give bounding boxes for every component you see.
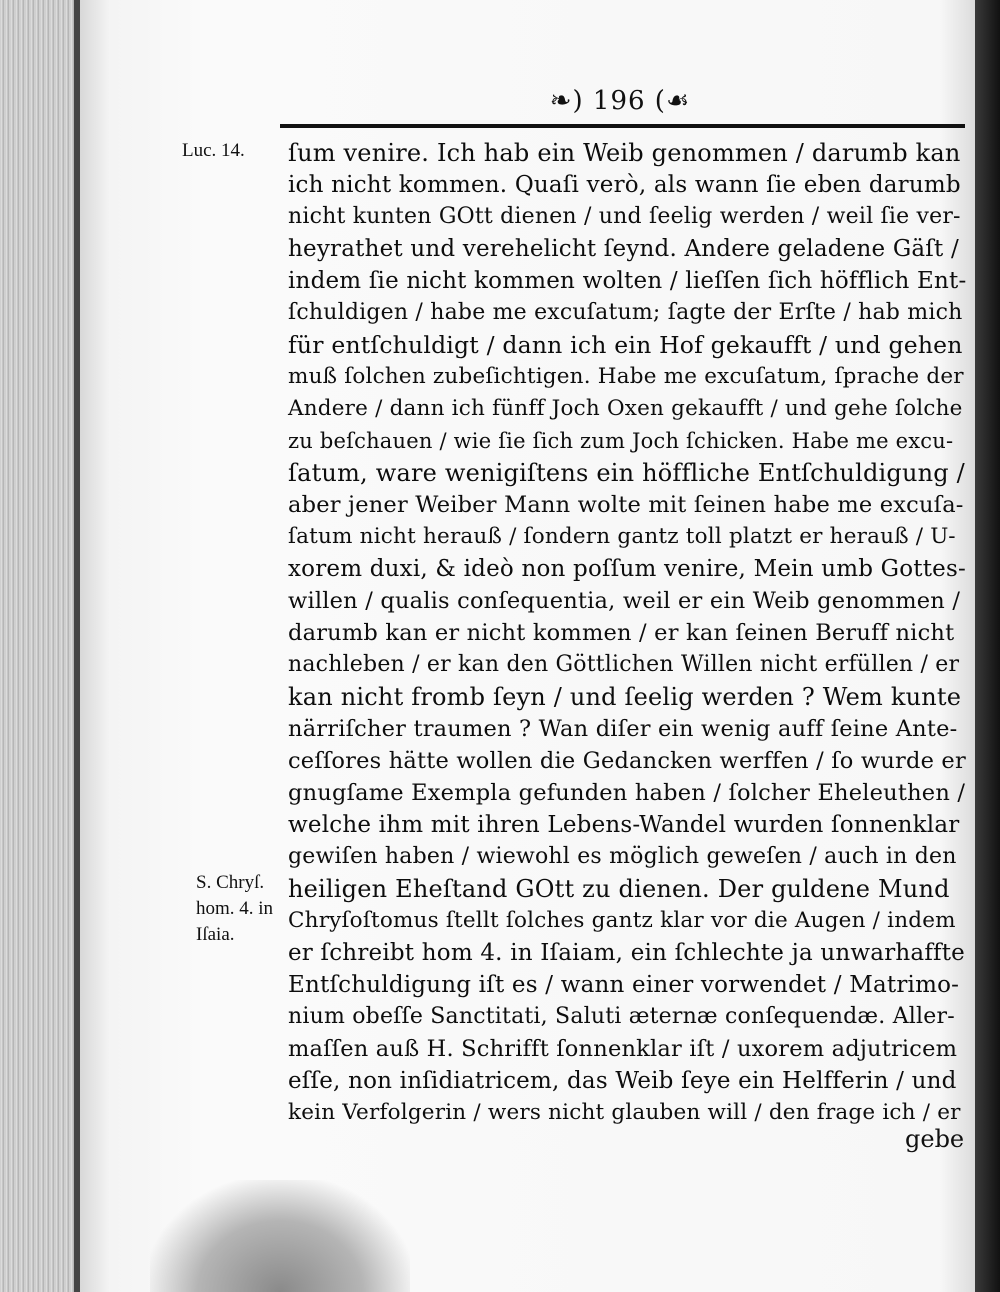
text-line: aber jener Weiber Mann wolte mit ſeinen habe me excuſa- — [288, 492, 964, 518]
margin-note-chrys: S. Chryſ. — [196, 872, 265, 893]
text-line: eſſe, non inſidiatricem, das Weib ſeye ein Helfferin / und — [288, 1068, 957, 1094]
text-line: muß ſolchen zubeſichtigen. Habe me excuſatum, ſprache der — [288, 364, 964, 389]
text-line: gewiſen haben / wiewohl es möglich geweſen / auch in den — [288, 844, 957, 869]
text-line: ſchuldigen / habe me excuſatum; ſagte der Erſte / hab mich — [288, 300, 963, 325]
text-line: kein Verfolgerin / wers nicht glauben will / den frage ich / er — [288, 1100, 961, 1125]
margin-note-luc: Luc. 14. — [182, 140, 245, 161]
text-line: ich nicht kommen. Quaſi verò, als wann ſie eben darumb — [288, 172, 961, 198]
text-line: gnugſame Exempla gefunden haben / ſolcher Eheleuthen / — [288, 780, 966, 806]
text-line: zu beſchauen / wie ſie ſich zum Joch ſchicken. Habe me excu- — [288, 429, 954, 453]
text-line: ſatum, ware wenigiſtens ein höffliche Entſchuldigung / — [288, 459, 965, 487]
text-line: er ſchreibt hom 4. in Iſaiam, ein ſchlechte ja unwarhaffte — [288, 940, 965, 966]
text-line: nicht kunten GOtt dienen / und ſeelig werden / weil ſie ver- — [288, 204, 961, 229]
page-right-shadow — [975, 0, 1000, 1292]
text-line: heyrathet und verehelicht ſeynd. Andere geladene Gäſt / — [288, 236, 959, 262]
text-line: nachleben / er kan den Göttlichen Willen nicht erfüllen / er — [288, 652, 960, 677]
text-line: ſum venire. Ich hab ein Weib genommen / darumb kan — [288, 139, 961, 167]
text-line: xorem duxi, & ideò non poſſum venire, Mein umb Gottes- — [288, 556, 966, 582]
text-line: darumb kan er nicht kommen / er kan ſeinen Beruff nicht — [288, 620, 955, 646]
text-line: heiligen Eheſtand GOtt zu dienen. Der guldene Mund — [288, 875, 950, 903]
text-line: willen / qualis conſequentia, weil er ein Weib genommen / — [288, 588, 961, 614]
text-line: Andere / dann ich fünff Joch Oxen gekaufft / und gehe ſolche — [288, 396, 963, 421]
text-line: für entſchuldigt / dann ich ein Hof gekaufft / und gehen — [288, 331, 963, 359]
book-spine-edge — [0, 0, 80, 1292]
text-line: ceſſores hätte wollen die Gedancken werffen / ſo wurde er — [288, 748, 966, 774]
text-line: ſatum nicht herauß / ſondern gantz toll platzt er herauß / U- — [288, 524, 956, 549]
margin-note-isaia: Iſaia. — [196, 924, 235, 945]
text-line: närriſcher traumen ? Wan diſer ein wenig auff ſeine Ante- — [288, 716, 958, 742]
page-header: ❧) 196 (☙ — [549, 86, 691, 116]
text-line: maſſen auß H. Schrifft ſonnenklar iſt / uxorem adjutricem — [288, 1036, 958, 1062]
thumb-shadow — [150, 1180, 410, 1292]
text-line: nium obeſſe Sanctitati, Saluti æternæ conſequendæ. Aller- — [288, 1004, 955, 1029]
margin-note-hom: hom. 4. in — [196, 898, 274, 919]
text-line: welche ihm mit ihren Lebens-Wandel wurden ſonnenklar — [288, 812, 960, 838]
text-line: Entſchuldigung iſt es / wann einer vorwendet / Matrimo- — [288, 972, 960, 998]
text-line: indem ſie nicht kommen wolten / lieſſen ſich höfflich Ent- — [288, 268, 967, 294]
header-rule — [280, 124, 965, 128]
text-line: Chryſoſtomus ſtellt ſolches gantz klar vor die Augen / indem — [288, 908, 956, 933]
catchword: gebe — [905, 1125, 965, 1153]
text-line: kan nicht fromb ſeyn / und ſeelig werden ? Wem kunte — [288, 683, 962, 711]
